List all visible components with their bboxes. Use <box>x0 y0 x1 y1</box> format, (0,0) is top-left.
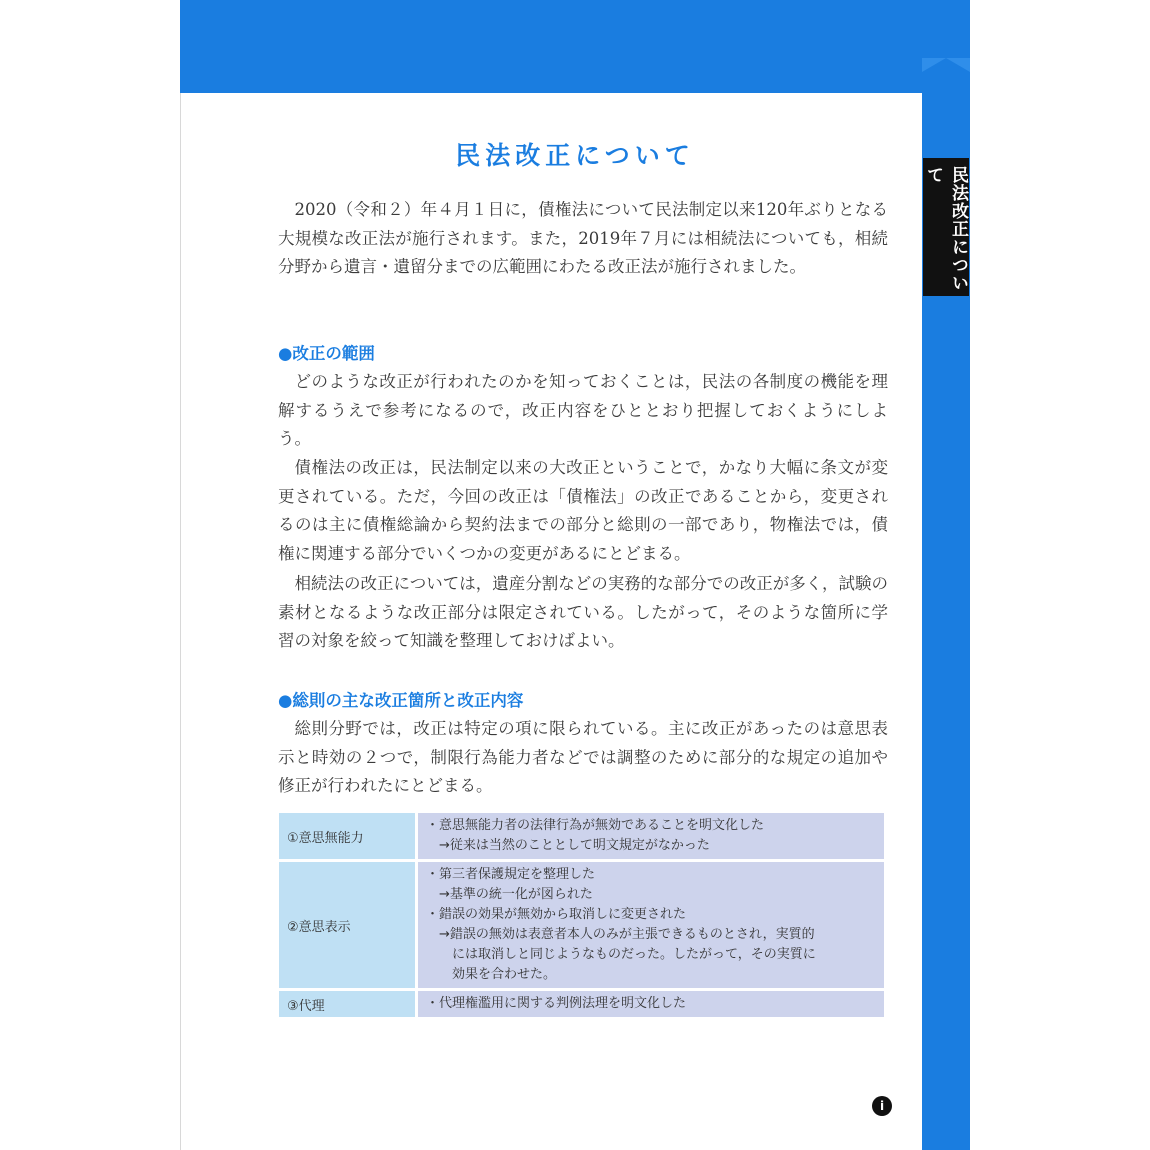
side-chapter-tab: 民法改正について <box>923 158 969 296</box>
detail-line: →従来は当然のこととして明文規定がなかった <box>426 838 710 853</box>
intro-paragraph: 2020（令和２）年４月１日に，債権法について民法制定以来120年ぶりとなる大規模な改正法が施行されます。また，2019年７月には相続法についても，相続分野から遺言・遺留分までの広範囲にわたる改正法が施行されました。 <box>278 200 888 277</box>
detail-line: →基準の統一化が図られた <box>426 887 593 902</box>
row-detail <box>418 813 884 859</box>
scope-paragraph-1: どのような改正が行われたのかを知っておくことは，民法の各制度の機能を理解するうえで参考になるので，改正内容をひととおり把握しておくようにしよう。 <box>278 372 888 449</box>
general-provisions-paragraph: 総則分野では，改正は特定の項に限られている。主に改正があったのは意思表示と時効の２つで，制限行為能力者などでは調整のために部分的な規定の追加や修正が行われたにとどまる。 <box>278 719 888 796</box>
section-heading-scope: ●改正の範囲 <box>278 344 375 363</box>
detail-line: 効果を合わせた。 <box>426 967 557 982</box>
row-detail <box>418 991 884 1017</box>
detail-line: ・第三者保護規定を整理した <box>426 867 596 882</box>
detail-line: には取消しと同じようなものだった。したがって，その実質に <box>426 947 816 962</box>
top-color-band <box>180 0 970 93</box>
table-row <box>279 862 884 988</box>
detail-line: ・錯誤の効果が無効から取消しに変更された <box>426 907 687 922</box>
row-detail <box>418 862 884 988</box>
scope-paragraph-3: 相続法の改正については，遺産分割などの実務的な部分での改正が多く，試験の素材となるような改正部分は限定されている。したがって，そのような箇所に学習の対象を絞って知識を整理しておけばよい。 <box>278 574 888 651</box>
table-row <box>279 991 884 1017</box>
detail-line: ・代理権濫用に関する判例法理を明文化した <box>426 996 687 1011</box>
side-band-notch <box>922 58 970 72</box>
detail-line: →錯誤の無効は表意者本人のみが主張できるものとされ，実質的 <box>426 927 815 942</box>
page-title: 民法改正について <box>455 141 695 170</box>
detail-line: ・意思無能力者の法律行為が無効であることを明文化した <box>426 818 765 833</box>
row-label: ①意思無能力 <box>279 813 418 859</box>
revision-table <box>279 810 884 1020</box>
scope-paragraph-2: 債権法の改正は，民法制定以来の大改正ということで，かなり大幅に条文が変更されている。ただ，今回の改正は「債権法」の改正であることから，変更されるのは主に債権総論から契約法までの部分と総則の一部であり，物権法では，債権に関連する部分でいくつかの変更があるにとどまる。 <box>278 458 888 563</box>
table-row <box>279 813 884 859</box>
page-number: i <box>872 1096 892 1116</box>
row-label: ③代理 <box>279 991 418 1017</box>
section-heading-general-provisions: ●総則の主な改正箇所と改正内容 <box>278 691 524 710</box>
row-label: ②意思表示 <box>279 862 418 988</box>
